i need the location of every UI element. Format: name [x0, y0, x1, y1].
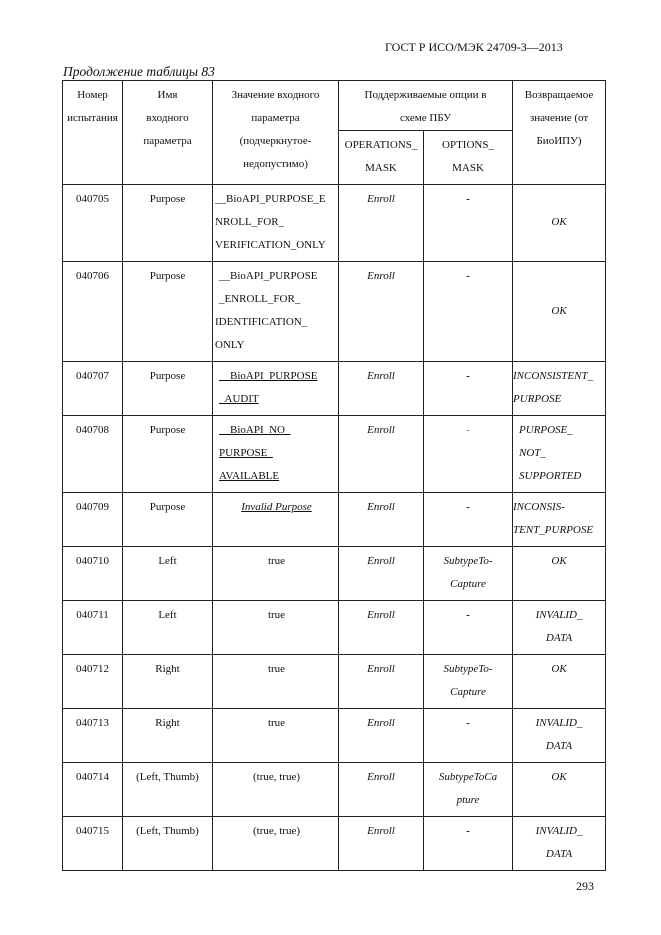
param-name-cell: Purpose	[123, 493, 213, 547]
options-mask-cell: -	[424, 416, 513, 493]
table-row	[63, 416, 606, 493]
param-name-cell: Purpose	[123, 262, 213, 362]
table-row	[63, 262, 606, 362]
header-param-name: Имя входного параметра	[123, 81, 213, 185]
operations-mask-cell: Enroll	[339, 763, 424, 817]
options-mask-cell: SubtypeTo- Capture	[424, 547, 513, 601]
test-number-cell: 040710	[63, 547, 123, 601]
header-options-mask: OPTIONS_ MASK	[424, 131, 513, 185]
test-parameters-table	[62, 80, 606, 871]
param-value-cell: true	[213, 709, 339, 763]
operations-mask-cell: Enroll	[339, 709, 424, 763]
param-value-cell: (true, true)	[213, 817, 339, 871]
operations-mask-cell: Enroll	[339, 601, 424, 655]
param-value-cell: __BioAPI_PURPOSE _AUDIT	[213, 362, 339, 416]
param-value-cell: (true, true)	[213, 763, 339, 817]
operations-mask-cell: Enroll	[339, 262, 424, 362]
param-name-cell: Right	[123, 655, 213, 709]
options-mask-cell: -	[424, 493, 513, 547]
options-mask-cell: -	[424, 601, 513, 655]
operations-mask-cell: Enroll	[339, 655, 424, 709]
test-number-cell: 040705	[63, 185, 123, 262]
operations-mask-cell: Enroll	[339, 362, 424, 416]
return-value-cell: OK	[513, 185, 606, 262]
operations-mask-cell: Enroll	[339, 547, 424, 601]
operations-mask-cell: Enroll	[339, 416, 424, 493]
options-mask-cell: -	[424, 709, 513, 763]
test-number-cell: 040711	[63, 601, 123, 655]
table-row	[63, 185, 606, 262]
standard-designation: ГОСТ Р ИСО/МЭК 24709-3—2013	[385, 40, 563, 54]
options-mask-cell: SubtypeToCa pture	[424, 763, 513, 817]
options-mask-cell: SubtypeTo- Capture	[424, 655, 513, 709]
table-row	[63, 655, 606, 709]
header-options-group: Поддерживаемые опции в схеме ПБУ	[339, 81, 513, 131]
test-number-cell: 040707	[63, 362, 123, 416]
param-value-cell: __BioAPI_PURPOSE_E NROLL_FOR_ VERIFICATION_ONLY	[213, 185, 339, 262]
return-value-cell: OK	[513, 655, 606, 709]
test-number-cell: 040715	[63, 817, 123, 871]
param-name-cell: Purpose	[123, 362, 213, 416]
table-row	[63, 547, 606, 601]
param-name-cell: Right	[123, 709, 213, 763]
return-value-cell: INVALID_ DATA	[513, 709, 606, 763]
return-value-cell: INCONSIS- TENT_PURPOSE	[513, 493, 606, 547]
header-operations-mask: OPERATIONS_ MASK	[339, 131, 424, 185]
return-value-cell: OK	[513, 262, 606, 362]
table-row	[63, 601, 606, 655]
options-mask-cell: -	[424, 185, 513, 262]
test-number-cell: 040708	[63, 416, 123, 493]
table-row	[63, 493, 606, 547]
return-value-cell: OK	[513, 547, 606, 601]
operations-mask-cell: Enroll	[339, 817, 424, 871]
return-value-cell: INVALID_ DATA	[513, 817, 606, 871]
test-number-cell: 040706	[63, 262, 123, 362]
table-row	[63, 763, 606, 817]
header-return-value: Возвращаемое значение (от БиоИПУ)	[513, 81, 606, 185]
operations-mask-cell: Enroll	[339, 493, 424, 547]
test-number-cell: 040709	[63, 493, 123, 547]
options-mask-cell: -	[424, 362, 513, 416]
header-param-value: Значение входного параметра (подчеркнутое- недопустимо)	[213, 81, 339, 185]
options-mask-cell: -	[424, 262, 513, 362]
return-value-cell: PURPOSE_ NOT_ SUPPORTED	[513, 416, 606, 493]
param-value-cell: __BioAPI_NO_ PURPOSE_ AVAILABLE	[213, 416, 339, 493]
param-name-cell: Left	[123, 547, 213, 601]
table-continuation-caption: Продолжение таблицы 83	[63, 64, 215, 79]
test-number-cell: 040713	[63, 709, 123, 763]
return-value-cell: INVALID_ DATA	[513, 601, 606, 655]
header-test-number: Номер испытания	[63, 81, 123, 185]
param-name-cell: Left	[123, 601, 213, 655]
table-row	[63, 362, 606, 416]
param-value-cell: true	[213, 655, 339, 709]
page-number: 293	[576, 879, 594, 893]
param-value-cell: true	[213, 547, 339, 601]
return-value-cell: OK	[513, 763, 606, 817]
param-name-cell: (Left, Thumb)	[123, 763, 213, 817]
table-row	[63, 709, 606, 763]
return-value-cell: INCONSISTENT_ PURPOSE	[513, 362, 606, 416]
test-number-cell: 040712	[63, 655, 123, 709]
param-name-cell: (Left, Thumb)	[123, 817, 213, 871]
param-value-cell: true	[213, 601, 339, 655]
table-row	[63, 817, 606, 871]
param-name-cell: Purpose	[123, 416, 213, 493]
operations-mask-cell: Enroll	[339, 185, 424, 262]
param-value-cell: __BioAPI_PURPOSE _ENROLL_FOR_ IDENTIFICATION_ ONLY	[213, 262, 339, 362]
param-name-cell: Purpose	[123, 185, 213, 262]
test-number-cell: 040714	[63, 763, 123, 817]
options-mask-cell: -	[424, 817, 513, 871]
param-value-cell: Invalid Purpose	[213, 493, 339, 547]
